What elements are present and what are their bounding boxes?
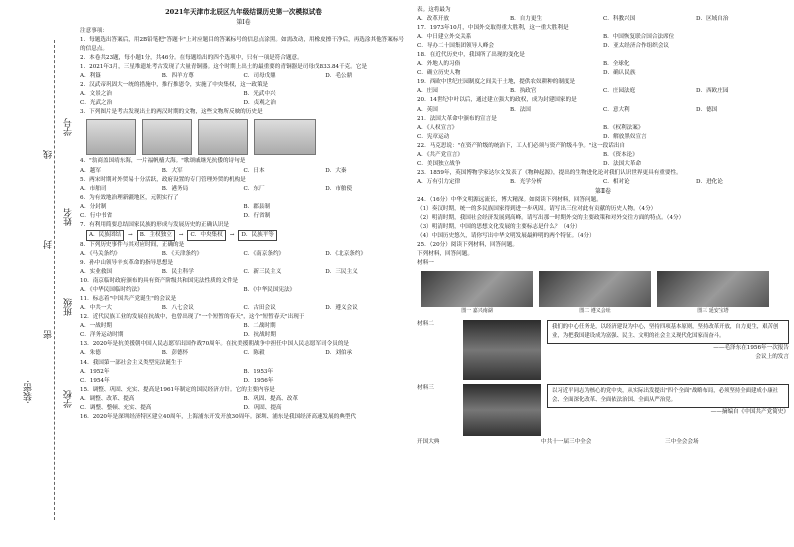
- question-stem: 17．1973年10月，中国外交取得重大胜利，这一重大胜利是: [417, 25, 569, 32]
- line-mark: 线: [44, 150, 54, 159]
- option: A．利簋: [80, 73, 101, 80]
- option: D．法国大革命: [603, 160, 642, 167]
- option: A．文景之治: [80, 91, 113, 98]
- option: B．港务局: [161, 185, 189, 192]
- option: C．相对论: [603, 178, 630, 185]
- cut-line: [54, 40, 55, 520]
- options-row: [417, 133, 789, 142]
- question-stem: 21．法国大革命中颁布的宣言是: [417, 115, 497, 122]
- option: C．确立历史人物: [417, 70, 461, 77]
- artifact-image: [86, 119, 136, 155]
- option: A．《人权宣言》: [417, 124, 458, 131]
- options-row: [417, 15, 789, 24]
- sub-question: （3）明清时期，中国的思想文化发展的主要标志是什么？（4分）: [417, 224, 581, 231]
- question-stem: 10．南京临时政府颁布的具有资产阶级共和国宪法性质的文件是: [80, 278, 239, 285]
- option: A．英国: [417, 106, 438, 113]
- quote-source: ——摘编自《中国共产党简史》: [710, 408, 789, 415]
- options-row: [80, 268, 407, 277]
- caption: 开国大典: [417, 439, 440, 446]
- option: C．调整、整顿、充实、提高: [80, 404, 152, 411]
- option: B．《权利法案》: [603, 124, 644, 131]
- option: C．导办二十国集团领导人峰会: [417, 43, 494, 50]
- question-stem: 19．西欧中世纪庄园制度之间关于土地，提供农奴耕种的制度是: [417, 79, 576, 86]
- option: A．庄园: [417, 88, 438, 95]
- option: D．行省制: [243, 212, 271, 219]
- quote-source: ——毛泽东在1956年一次报告: [713, 344, 789, 351]
- option: D．贞观之治: [243, 100, 276, 107]
- option: C．光武之治: [80, 100, 113, 107]
- option: A．分封制: [80, 203, 107, 210]
- option: C．洋务运动时期: [80, 332, 124, 339]
- options-row: [417, 87, 789, 96]
- option: A．一战时期: [80, 323, 113, 330]
- options-row: [80, 185, 407, 194]
- question-stem: 13．2020年是抗美援朝中国人民志愿军出国作战70周年。在抗美援朝战争中担任中国人民志愿军司令员的是: [80, 341, 350, 348]
- option: B．民主科学: [161, 269, 194, 276]
- option: D．1956年: [243, 377, 274, 384]
- question-stem: 24．（16分）中华文明源远流长，博大精深。如阅读下列材料，回答问题。: [417, 196, 602, 203]
- options-row: [80, 404, 407, 413]
- option: B．八七会议: [161, 305, 194, 312]
- options-row: [80, 250, 407, 259]
- option: A．越军: [80, 167, 101, 174]
- options-row: [80, 331, 407, 340]
- question-stem: 16．2020年是深圳经济特区建立40周年，上海浦东开发开放30周年。深圳、浦东是我国经济高速发展的典型代: [80, 413, 357, 420]
- continued-text: 表。这将最为: [417, 7, 451, 13]
- options-row: [417, 42, 789, 51]
- option: D．巩固、提高: [243, 404, 282, 411]
- flow-diagram: [86, 230, 407, 241]
- options-row: [80, 99, 407, 108]
- option: A．中共一大: [80, 305, 113, 312]
- note-1: 1．每题选出答案后，用2B铅笔把"答题卡"上对应题目的答案标号的信息点涂黑。如需改动，用橡皮擦干净后，再选涂其他答案标号的信息点。: [80, 37, 405, 53]
- part2-heading: 第Ⅱ卷: [594, 187, 612, 195]
- option: C．东厂: [243, 185, 265, 192]
- option: C．司母戊鼎: [243, 73, 276, 80]
- photo-caption: 图一 嘉兴南湖: [461, 308, 493, 315]
- photo-caption: 图三 延安宝塔: [697, 308, 729, 315]
- question-stem: 6．为有效地治理新疆地区，元朝实行了: [80, 194, 179, 201]
- material-quote: 以习近平同志为核心的党中央，从实际出发提出"四个全面"战略布局，必须坚持全面建成小康社会、全面深化改革、全面依法治国、全面从严治党。: [547, 384, 789, 407]
- question-stem: 3．下列图片是考古发现出土的两汉时期的文物，这些文物所反映的历史是: [80, 109, 263, 116]
- option: D．确认民族: [603, 70, 636, 77]
- question-stem: 5．两宋时期对外贸易十分活跃，政府设置的专门管理外贸的机构是: [80, 176, 246, 183]
- question-stem: 9．孙中山领导辛亥革命的指导思想是: [80, 259, 174, 266]
- option: B．郡县制: [243, 203, 270, 210]
- school-label: 学校: [64, 390, 74, 408]
- question-stem: 1．2021年3月，三星堆遗址考古发现了大量青铜器。这个时期上出土的最重要的青铜器是司母戊833.84千克。它是: [80, 64, 368, 71]
- arrow-icon: →: [128, 231, 133, 238]
- option: C．意大利: [603, 106, 630, 113]
- note-2: 2．本卷共23题，每小题1分，共46分。在每题给出的四个选项中，只有一项是符合题意。: [80, 55, 303, 62]
- question-stem: 23．1859年，英国博物学家达尔文发表了《物种起源》，提出的生物进化论对我们认识世界更具有重要性。: [417, 169, 682, 176]
- option: A．《中华民国临时约法》: [80, 287, 143, 294]
- options-row: [80, 368, 407, 377]
- options-row: [80, 212, 407, 221]
- material-label: 材料三: [417, 385, 434, 392]
- question-stem: 4．"翁商盖国靖东海，一片福帆樯大海。"歌颂戚继光抗倭的诗句是: [80, 158, 246, 165]
- option: D．刘伯承: [325, 350, 353, 357]
- diagram-box: C．中央集权: [187, 230, 225, 241]
- options-row: [417, 33, 789, 42]
- option: B．大军: [161, 167, 183, 174]
- secret-mark: 密: [44, 330, 54, 339]
- option: A．市舶司: [80, 185, 107, 192]
- option: A．《共产党宣言》: [417, 151, 463, 158]
- question-stem: 8．下列历史事件与其对应时间，正确的是: [80, 241, 185, 248]
- option: D．区域自治: [696, 16, 729, 23]
- options-row: [417, 178, 789, 187]
- photo: [463, 384, 541, 436]
- question-stem: 22．马克思说："在资产阶级的统治下，工人们必须与资产阶级斗争。"这一段话出自: [417, 142, 626, 149]
- class-label: 班级: [64, 298, 74, 316]
- binding-note: ·装密·: [24, 380, 34, 404]
- question-stem: 11．标志着"中国共产党诞生"的会议是: [80, 296, 177, 303]
- option: B．法国: [510, 106, 531, 113]
- option: D．毛公鼎: [325, 73, 353, 80]
- artifact-image: [198, 119, 248, 155]
- option: B．全球化: [603, 61, 630, 68]
- sub-question: （1）奏汉时期，统一的多民族国家得到进一步巩固。请写出三位对此有贡献的历史人物。（4分）: [417, 205, 657, 212]
- diagram-box: B．主权独立: [137, 230, 175, 241]
- option: B．彭德怀: [161, 350, 189, 357]
- question-stem: 25．（20分）阅读下列材料，回答问题。: [417, 242, 518, 249]
- options-row: [417, 151, 789, 160]
- option: D．亚太经济合作组织会议: [603, 43, 670, 50]
- right-column: [417, 6, 789, 542]
- option: A．中日建立外交关系: [417, 34, 472, 41]
- options-row: [80, 349, 407, 358]
- option: B．《资本论》: [603, 151, 638, 158]
- material-label: 材料一: [417, 260, 434, 267]
- exam-title: 2021年天津市北辰区九年级结课历史第一次模拟试卷: [165, 8, 322, 16]
- option: C．古田会议: [243, 305, 276, 312]
- material-quote: 我们的中心任务是，以经济建设为中心，坚持四项基本原则，坚持改革开放，自力更生，艰苦创业，为把我国建设成为富强、民主、文明的社会主义现代化国家而奋斗。: [547, 320, 789, 343]
- options-row: [80, 377, 407, 386]
- option: C．1954年: [80, 377, 110, 384]
- option: D．解放黑奴宣言: [603, 133, 647, 140]
- material-photos: [421, 271, 789, 316]
- options-row: [417, 69, 789, 78]
- sub-question: （2）明清时期，我国社会经济发展到高峰。请写出那一时期外交的主要政策和对外交往方面的特点。（4分）: [417, 215, 685, 222]
- option: D．进化论: [696, 178, 723, 185]
- option: B．执政官: [510, 88, 537, 95]
- option: C．科教兴国: [603, 16, 636, 23]
- artifact-image: [254, 119, 316, 155]
- material-label: 材料二: [417, 321, 434, 328]
- option: B．巩固、提高、改革: [243, 395, 298, 402]
- option: B．1953年: [243, 368, 274, 375]
- option: C．《南京条约》: [243, 250, 285, 257]
- arrow-icon: →: [178, 231, 184, 238]
- question-stem: 20．14世纪中叶以后，通过建立强大的政权，成为封建国家的是: [417, 97, 577, 104]
- options-row: [80, 167, 407, 176]
- option: D．遵义会议: [325, 305, 358, 312]
- option: C．新三民主义: [243, 269, 282, 276]
- option: A．实业救国: [80, 269, 113, 276]
- question-stem: 14．我国第一部社会主义类型宪法诞生于: [80, 359, 183, 366]
- option: B．四羊方尊: [161, 73, 194, 80]
- photo-caption: 图二 遵义会址: [579, 308, 611, 315]
- quote-source: 会议上的发言: [755, 353, 789, 360]
- question-stem: 7．有利用简要总结国家民族的形成与发展历史的正确认识是: [80, 221, 229, 228]
- option: C．日本: [243, 167, 265, 174]
- option: B．光学分析: [510, 178, 543, 185]
- option: B．自力更生: [510, 16, 543, 23]
- options-row: [80, 395, 407, 404]
- option: D．西欧庄园: [696, 88, 729, 95]
- options-row: [417, 160, 789, 169]
- question-stem: 18．在近代历史中，我国所了出现的变化是: [417, 52, 525, 59]
- option: B．《中华民国宪法》: [243, 287, 296, 294]
- caption: 中共十一届三中全会: [541, 439, 592, 446]
- part1-heading: 第Ⅰ卷: [236, 19, 251, 26]
- seat-label: 学号: [64, 118, 74, 136]
- option: B．光武中兴: [243, 91, 276, 98]
- options-row: [80, 304, 407, 313]
- options-row: [80, 90, 407, 99]
- options-row: [417, 124, 789, 133]
- material-three: [417, 384, 789, 436]
- options-row: [80, 203, 407, 212]
- option: C．行中书省: [80, 212, 113, 219]
- option: A．朱德: [80, 350, 101, 357]
- diagram-box: A．民族团结: [86, 230, 124, 241]
- photo: [539, 271, 651, 307]
- name-label: 姓名: [64, 208, 74, 226]
- question-stem: 12．近代民族工业的发展在抗战中，也曾出现了"一个短暂的春天"，这个"短暂春天"出现于: [80, 314, 305, 321]
- photo: [463, 320, 541, 380]
- option: A．1952年: [80, 368, 110, 375]
- option: D．市舶使: [325, 185, 353, 192]
- options-row: [80, 322, 407, 331]
- question-stem: 下列材料，回答问题。: [417, 251, 473, 258]
- option: C．庄园法庭: [603, 88, 636, 95]
- arrow-icon: →: [229, 231, 235, 238]
- option: A．外地人的习俗: [417, 61, 461, 68]
- option: B．中国恢复联合国合法席位: [603, 34, 675, 41]
- options-row: [80, 286, 407, 295]
- option: D．大秦: [325, 167, 347, 174]
- option: C．美国独立战争: [417, 160, 461, 167]
- footer-captions: [417, 438, 789, 447]
- diagram-box: D．民族平等: [238, 230, 276, 241]
- photo: [657, 271, 769, 307]
- option: D．《北京条约》: [325, 250, 367, 257]
- caption: 三中全会会场: [665, 439, 699, 446]
- left-column: [80, 6, 407, 542]
- seal-mark: 封: [44, 240, 54, 249]
- notes-head: 注意事项：: [80, 28, 108, 34]
- question-stem: 15．调整、巩固、充实、提高是1961年制定的国民经济方针。它的主要内容是: [80, 386, 275, 393]
- option: A．改革开放: [417, 16, 450, 23]
- option: D．德国: [696, 106, 718, 113]
- option: C．陈毅: [243, 350, 265, 357]
- options-row: [417, 106, 789, 115]
- option: D．抗战时期: [243, 332, 276, 339]
- options-row: [80, 72, 407, 81]
- material-two: [417, 320, 789, 380]
- option: C．宪章运动: [417, 133, 450, 140]
- option: A．调整、改革、提高: [80, 395, 135, 402]
- option: D．三民主义: [325, 269, 358, 276]
- artifact-image: [142, 119, 192, 155]
- option: B．二战时期: [243, 323, 276, 330]
- option: A．《马关条约》: [80, 250, 121, 257]
- photo: [421, 271, 533, 307]
- artifact-images: [86, 119, 407, 155]
- option: A．万有引力定律: [417, 178, 461, 185]
- options-row: [417, 60, 789, 69]
- question-stem: 2．汉武帝巩固大一统的措施中，推行推恩令，实施了中央集权，这一政策是: [80, 82, 269, 89]
- sub-question: （4）中国历史悠久，请你写出中华文明发展最鲜明的两个特征。（4分）: [417, 233, 595, 240]
- binding-margin: [0, 0, 80, 547]
- option: B．《天津条约》: [161, 250, 203, 257]
